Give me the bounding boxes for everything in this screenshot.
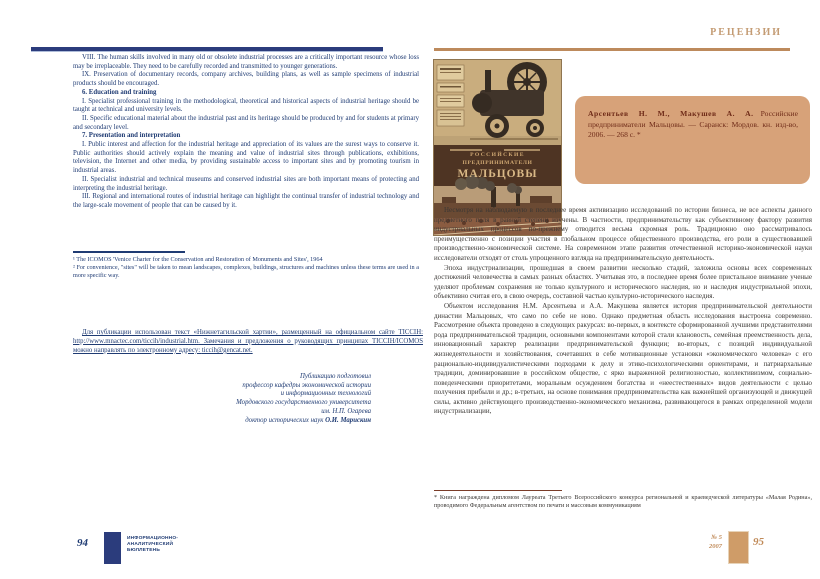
paragraph: III. Regional and international routes of industrial heritage can highlight the continual transfer of industrial technology and the large-scale movement of people that can be caused by it.	[73, 193, 419, 209]
author-name: О.И. Марискин	[325, 416, 371, 424]
paragraph: I. Specialist professional training in the methodological, theoretical and historical aspects of industrial heritage should be taught at technical and university levels.	[73, 97, 419, 114]
cover-title-line: РОССИЙСКИЕ	[470, 152, 525, 158]
cover-title-line: МАЛЬЦОВЫ	[457, 168, 538, 180]
footnote: ² For convenience, "sites" will be taken to mean landscapes, complexes, buildings, structures and machines unless these terms are used in a more specific way.	[73, 263, 419, 279]
left-page-body	[73, 54, 419, 211]
section-heading: 7. Presentation and interpretation	[82, 132, 181, 140]
attribution-line: и информационных технологий	[280, 390, 371, 398]
attribution-line: доктор исторических наук О.И. Марискин	[245, 416, 371, 424]
attribution-line: им. Н.П. Огарева	[321, 407, 371, 415]
attribution-line: Мордовского государственного университета	[236, 399, 371, 407]
footnote: ¹ The ICOMOS 'Venice Charter for the Conservation and Restoration of Monuments and Sites', 1964	[73, 256, 323, 263]
ticcih-url[interactable]: http://www.mnactec.com/ticcih/industrial.htm	[73, 337, 199, 345]
paragraph: VIII. The human skills involved in many old or obsolete industrial processes are a critically important resource whose loss may be irreplaceable. They need to be carefully recorded and transmitted to younger generations.	[73, 54, 419, 70]
publication-note-text: Для публикации использован текст «Нижнетагильской хартии», размещенный на официальном сайте TICCIH:	[82, 329, 423, 336]
footer-tan-block	[728, 531, 749, 564]
bulletin-label: ИНФОРМАЦИОННО- АНАЛИТИЧЕСКИЙ БЮЛЛЕТЕНЬ	[127, 536, 179, 553]
right-page-top-rule	[434, 48, 790, 51]
paragraph: II. Specialist industrial and technical museums and conserved industrial sites are both important means of protecting and interpreting the industrial heritage.	[73, 175, 419, 192]
paragraph: Несмотря на наблюдаемую в последнее время активизацию исследований по истории бизнеса, не все аспекты данного предметного поля в равной степени изучены. В частности, предпринимательству как субъективному фактору развития индустриальных процессов по-прежнему отводится весьма скромная роль. Традиционно оно рассматривалось преимущественно с позиции участия в глобальном процессе общественного производства, его роли в существовавшей производственно-экономической системе. На современном этапе развития отечественной историко-экономической науки исследователи отходят от столь упрощенного взгляда на предпринимательскую деятельность.	[434, 206, 812, 262]
publication-note	[73, 329, 423, 356]
paragraph: I. Public interest and affection for the industrial heritage and appreciation of its values are the surest ways to conserve it. Public authorities should actively explain the meaning and value of industrial sites through publications, exhibitions, television, the Internet and other media, by providing sustainable access to important sites and by promoting tourism in industrial areas.	[73, 141, 419, 175]
citation-reference: Российские предприниматели Мальцовы. — Саранск: Мордов. кн. изд-во, 2006. — 268 с. *	[588, 109, 798, 139]
footnote-rule	[73, 251, 185, 253]
citation-text	[588, 109, 798, 141]
attribution-block	[73, 373, 371, 425]
footer-navy-block	[104, 532, 121, 564]
attribution-line: Публикацию подготовил	[299, 373, 371, 380]
paragraph: II. Specific educational material about the industrial past and its heritage should be produced by and for students at primary and secondary level.	[73, 114, 419, 131]
page-number: 94	[77, 537, 88, 549]
page-number: 95	[753, 536, 764, 548]
left-page-top-rule	[31, 47, 383, 52]
issue-info: № 5 2007	[709, 534, 722, 550]
review-body	[434, 206, 812, 417]
citation-authors: Арсентьев Н. М., Макушев А. А.	[588, 109, 754, 118]
citation-card	[575, 96, 810, 184]
publication-note-text: . Замечания и предложения о руководящих принципах TICCIH/ICOMOS можно направлять по электронному адресу:	[73, 337, 423, 354]
right-page-footer	[660, 528, 790, 570]
publication-note-text: .	[250, 346, 253, 354]
left-page-footer	[60, 531, 280, 571]
section-title: РЕЦЕНЗИИ	[710, 27, 782, 38]
paragraph: IX. Preservation of documentary records, company archives, building plans, as well as sample specimens of industrial products should be encouraged.	[73, 71, 419, 88]
left-page	[30, 0, 422, 579]
paragraph: Эпоха индустриализации, прошедшая в своем развитии несколько стадий, заложила основы всех современных достижений человечества в самых разных областях. Учитывая это, в последнее время более пристальное внимание ученые уделяют проблемам сохранения не только культурного и исторического наследия, но и наследия индустриальной эпохи, объективно считая его, в свою очередь, составной частью культурно-исторического наследия.	[434, 263, 812, 301]
cover-title-line: ПРЕДПРИНИМАТЕЛИ	[462, 160, 533, 166]
footnotes	[73, 256, 419, 280]
ticcih-email[interactable]: ticcih@gencat.net	[201, 346, 251, 354]
footnote-rule	[434, 490, 562, 491]
paragraph: Объектом исследования Н.М. Арсентьева и А.А. Макушева является история предпринимательской деятельности династии Мальцовых, что само по себе не ново. Однако предметная область исследования выстроена современно. Рассмотрение объекта проведено в следующих ракурсах: во-первых, в контексте сформированной лучшими представителями рода предпринимательской традиции, основными компонентами которой стали клановость, семейная преемственность дела, инновационный характер реализации предпринимательской функции; во-вторых, с позиций индивидуальной жизнедеятельности и хозяйствования, сочетавших в себе мотивационные установки «экономического человека» с его рационально-индивидуалистическими подходами к делу и этико-психологическими ориентирами, и патриархальные традиции, доминировавшие в российском обществе, с ярко выраженной религиозностью, коллективизмом, социально-поведенческими приоритетами, моральным осуждением богатства и «неестественных» видов деятельности с целью получения прибыли и др.; в-третьих, на основе понимания предпринимательства как важнейшей организующей и движущей силы, активно действующего производственно-экономического механизма, развивающегося в рамках определенной модели индустриализации,	[434, 301, 812, 416]
footnote: * Книга награждена дипломом Лауреата Третьего Всероссийского конкурса региональной и краеведческой литературы «Малая Родина», проводимого Федеральным агентством по печати и массовым коммуникациям	[434, 494, 812, 509]
section-heading: 6. Education and training	[82, 88, 157, 96]
right-page	[434, 0, 812, 579]
attribution-line: профессор кафедры экономической истории	[242, 381, 371, 389]
book-cover-title	[434, 151, 561, 182]
